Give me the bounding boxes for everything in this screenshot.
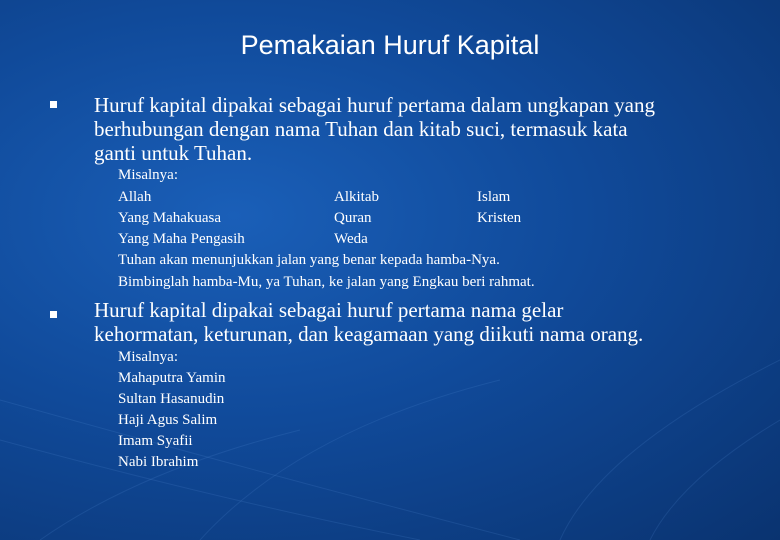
bullet-text-2 (94, 298, 774, 346)
example-item: Allah (118, 189, 152, 205)
bullet-2-line: kehormatan, keturunan, dan keagamaan yang diikuti nama orang. (94, 322, 644, 346)
bullet-text-1 (94, 93, 774, 165)
slide-title: Pemakaian Huruf Kapital (240, 30, 540, 60)
example-heading: Misalnya: (118, 349, 178, 365)
example-item: Weda (334, 231, 368, 247)
example-list (118, 347, 226, 473)
example-sentence: Tuhan akan menunjukkan jalan yang benar kepada hamba-Nya. (118, 252, 500, 268)
example-item: Yang Mahakuasa (118, 210, 222, 226)
example-item: Islam (477, 189, 511, 205)
bullet-1-line: berhubungan dengan nama Tuhan dan kitab suci, termasuk kata (94, 117, 628, 141)
bullet-1-line: ganti untuk Tuhan. (94, 141, 253, 165)
bullet-marker (50, 101, 57, 108)
example-column-3 (477, 187, 521, 229)
example-item: Alkitab (334, 189, 379, 205)
example-column-2 (334, 187, 379, 250)
bullet-2-line: Huruf kapital dipakai sebagai huruf pertama nama gelar (94, 298, 564, 322)
bullet-marker (50, 311, 57, 318)
example-item: Nabi Ibrahim (118, 454, 199, 470)
example-item: Mahaputra Yamin (118, 370, 226, 386)
example-item: Sultan Hasanudin (118, 391, 225, 407)
example-sentence: Bimbinglah hamba-Mu, ya Tuhan, ke jalan yang Engkau beri rahmat. (118, 274, 535, 290)
example-item: Imam Syafii (118, 433, 193, 449)
example-heading: Misalnya: (118, 167, 178, 183)
bullet-1-line: Huruf kapital dipakai sebagai huruf pertama dalam ungkapan yang (94, 93, 655, 117)
example-item: Kristen (477, 210, 522, 226)
example-column-1 (118, 187, 245, 250)
example-item: Quran (334, 210, 372, 226)
example-item: Haji Agus Salim (118, 412, 218, 428)
example-item: Yang Maha Pengasih (118, 231, 245, 247)
